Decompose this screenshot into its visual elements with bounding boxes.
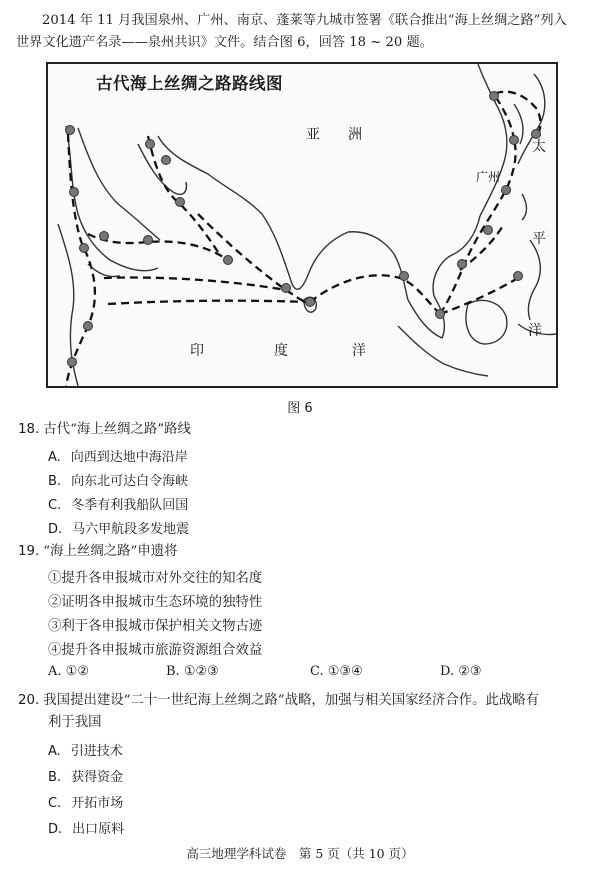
port-marker [144,236,153,245]
option-text: 引进技术 [70,744,123,759]
q18-option-d[interactable] [48,518,189,537]
sea-routes [66,92,541,386]
question-number: 20. [18,693,40,708]
intro-line-1: 2014 年 11 月我国泉州、广州、南京、蓬莱等九城市签署《联合推出“海上丝绸之路”列入 [42,13,567,28]
label-pacific-3: 洋 [528,323,542,339]
question-18 [18,420,191,440]
option-text: 向东北可达白令海峡 [71,474,189,489]
q18-option-c[interactable] [48,494,188,513]
port-marker [146,140,155,149]
question-stem: “海上丝绸之路”申遗将 [43,544,178,559]
option-key: A. [48,664,62,679]
map-drawing [48,64,556,386]
port-marker [490,92,499,101]
port-marker [458,260,467,269]
label-guangzhou: 广州 [476,170,501,184]
map-title: 古代海上丝绸之路路线图 [96,74,283,93]
option-text: ②③ [458,664,482,679]
q18-option-a[interactable] [48,446,188,465]
port-marker [510,136,519,145]
label-pacific-2: 平 [532,231,546,247]
q19-option-b[interactable] [166,664,219,679]
port-marker [100,232,109,241]
option-text: 出口原料 [72,822,125,837]
q20-option-d[interactable] [48,818,124,837]
coastlines [58,64,556,386]
port-marker [306,298,315,307]
q19-option-a[interactable] [48,664,89,679]
option-key: A. [48,744,61,759]
q19-option-c[interactable] [310,664,363,679]
option-key: D. [48,522,63,537]
option-key: D. [48,822,63,837]
option-key: B. [48,474,62,489]
q20-option-b[interactable] [48,766,123,785]
question-stem: 我国提出建设“二十一世纪海上丝绸之路”战略，加强与相关国家经济合作。此战略有 [43,693,540,708]
q19-statement-4: ④提升各申报城市旅游资源组合效益 [48,643,263,658]
option-text: 冬季有利我船队回国 [71,498,189,513]
option-text: 向西到达地中海沿岸 [70,450,188,465]
q19-statement-3: ③利于各申报城市保护相关文物古迹 [48,619,263,634]
port-marker [514,272,523,281]
page-footer: 高三地理学科试卷 第 5 页（共 10 页） [186,846,414,861]
label-indian-1: 印 [190,343,204,359]
option-key: D. [440,664,455,679]
option-key: B. [166,664,180,679]
option-key: B. [48,770,62,785]
port-marker [68,358,77,367]
q20-option-a[interactable] [48,740,123,759]
port-marker [484,226,493,235]
silk-road-map [46,62,558,388]
label-asia-1: 亚 [306,127,320,143]
question-19 [18,542,178,562]
label-indian-2: 度 [274,343,288,359]
label-indian-3: 洋 [352,343,366,359]
option-key: A. [48,450,61,465]
option-text: ①②③ [183,664,219,679]
intro-line-2: 世界文化遗产名录——泉州共识》文件。结合图 6，回答 18 ~ 20 题。 [16,35,433,50]
option-text: 获得资金 [71,770,124,785]
question-stem: 古代“海上丝绸之路”路线 [43,422,191,437]
port-marker [436,310,445,319]
label-asia-2: 洲 [348,127,362,143]
q19-option-d[interactable] [440,664,482,679]
option-key: C. [310,664,324,679]
option-text: 开拓市场 [71,796,124,811]
port-marker [70,188,79,197]
option-text: ①③④ [327,664,363,679]
label-pacific-1: 太 [532,139,546,155]
port-marker [400,272,409,281]
port-marker [176,198,185,207]
q20-option-c[interactable] [48,792,123,811]
q18-option-b[interactable] [48,470,188,489]
option-text: ①② [65,664,89,679]
option-text: 马六甲航段多发地震 [72,522,190,537]
question-stem-line-2: 利于我国 [48,715,102,730]
port-marker [84,322,93,331]
port-marker [282,284,291,293]
q19-statement-1: ①提升各申报城市对外交往的知名度 [48,571,263,586]
question-number: 19. [18,544,40,559]
q19-statement-2: ②证明各申报城市生态环境的独特性 [48,595,263,610]
figure-caption: 图 6 [287,401,313,416]
port-marker [502,186,511,195]
q19-options [48,664,568,684]
port-marker [224,256,233,265]
question-stem-line-1 [18,690,584,712]
intro-paragraph [16,10,586,54]
option-key: C. [48,498,62,513]
option-key: C. [48,796,62,811]
port-marker [80,244,89,253]
port-marker [162,156,171,165]
port-markers [66,92,541,367]
port-marker [66,126,75,135]
question-20 [18,690,584,734]
question-number: 18. [18,422,40,437]
